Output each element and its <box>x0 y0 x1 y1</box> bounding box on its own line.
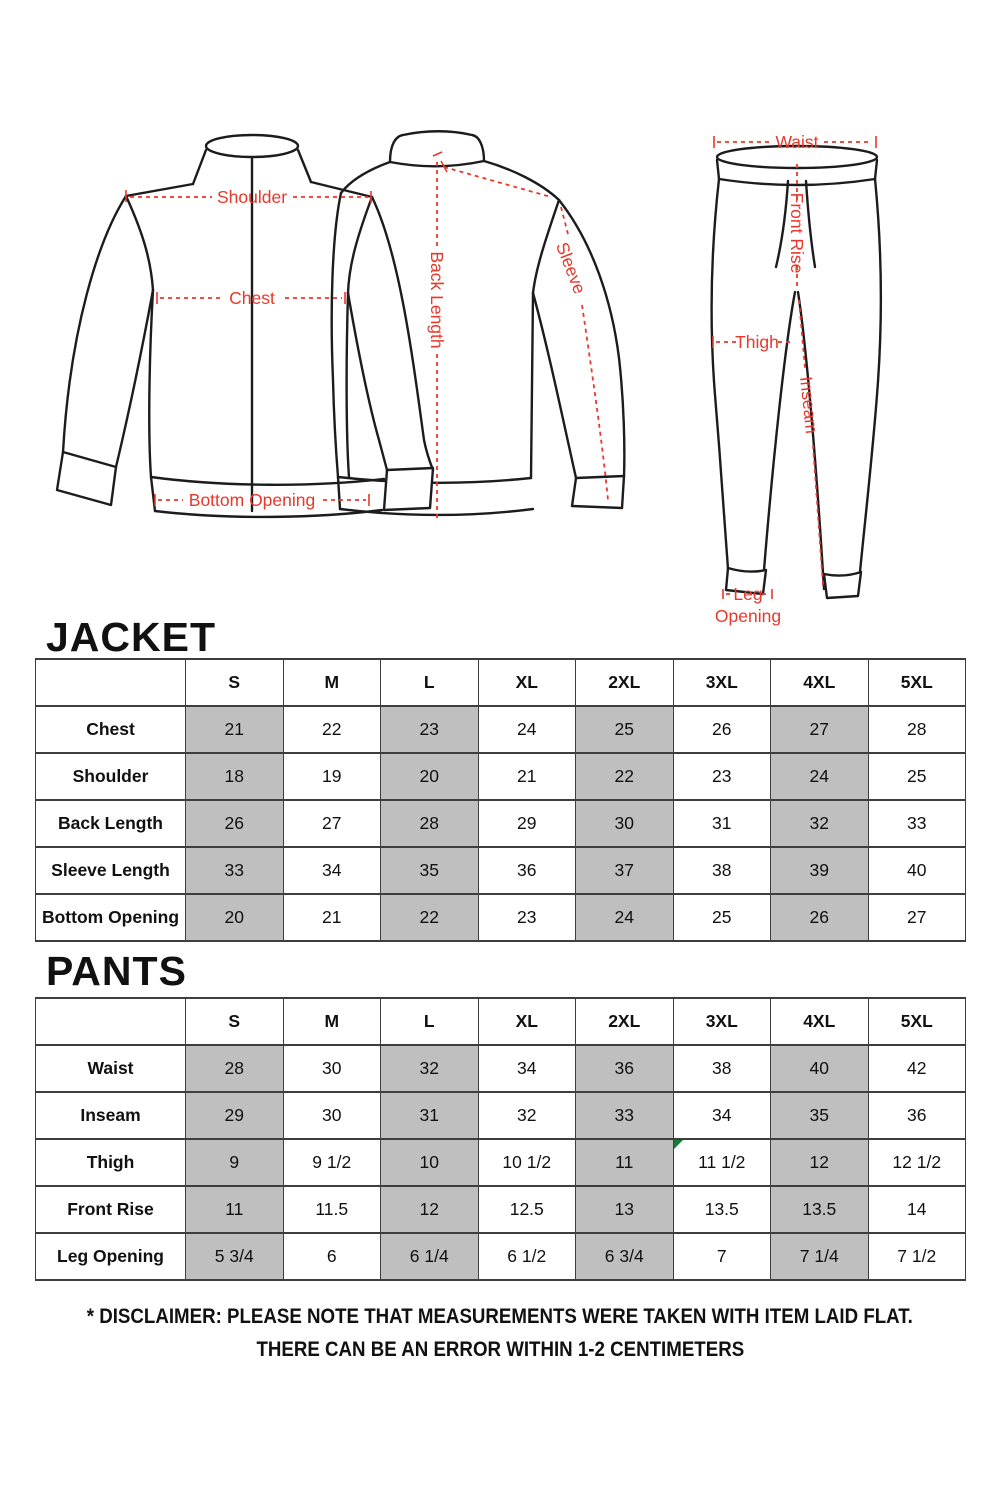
size-cell: 34 <box>283 847 381 894</box>
size-cell: 13.5 <box>673 1186 771 1233</box>
size-cell: 28 <box>868 706 966 753</box>
size-header: 2XL <box>576 998 674 1045</box>
row-label: Bottom Opening <box>36 894 186 941</box>
table-row <box>36 847 966 894</box>
size-cell: 11.5 <box>283 1186 381 1233</box>
size-cell: 27 <box>868 894 966 941</box>
size-cell: 30 <box>576 800 674 847</box>
size-cell: 24 <box>478 706 576 753</box>
size-cell: 40 <box>771 1045 869 1092</box>
size-measurement-diagram <box>0 0 1000 645</box>
size-cell: 23 <box>673 753 771 800</box>
row-label: Sleeve Length <box>36 847 186 894</box>
size-cell: 11 <box>576 1139 674 1186</box>
shoulder-measure-label: Shoulder <box>216 187 288 207</box>
size-cell: 22 <box>576 753 674 800</box>
size-cell: 21 <box>478 753 576 800</box>
size-cell: 24 <box>576 894 674 941</box>
table-row <box>36 894 966 941</box>
size-cell: 30 <box>283 1045 381 1092</box>
size-header: S <box>186 998 284 1045</box>
size-cell: 28 <box>381 800 479 847</box>
size-cell: 26 <box>771 894 869 941</box>
size-cell: 12.5 <box>478 1186 576 1233</box>
size-cell: 5 3/4 <box>186 1233 284 1280</box>
size-cell: 27 <box>283 800 381 847</box>
size-cell: 24 <box>771 753 869 800</box>
size-cell: 31 <box>673 800 771 847</box>
size-cell: 32 <box>771 800 869 847</box>
row-label: Chest <box>36 706 186 753</box>
size-cell: 33 <box>868 800 966 847</box>
front-rise-measure-label: Front Rise <box>787 192 807 274</box>
size-cell: 31 <box>381 1092 479 1139</box>
size-cell: 10 1/2 <box>478 1139 576 1186</box>
size-cell: 29 <box>478 800 576 847</box>
size-cell: 27 <box>771 706 869 753</box>
size-header: XL <box>478 659 576 706</box>
size-cell: 19 <box>283 753 381 800</box>
size-cell: 25 <box>673 894 771 941</box>
table-row <box>36 1139 966 1186</box>
size-header: M <box>283 659 381 706</box>
size-cell: 11 1/2 <box>673 1139 771 1186</box>
inseam-measure-line <box>796 300 823 585</box>
corner-cell <box>36 998 186 1045</box>
row-label: Front Rise <box>36 1186 186 1233</box>
size-cell: 14 <box>868 1186 966 1233</box>
size-cell: 12 1/2 <box>868 1139 966 1186</box>
size-cell: 34 <box>673 1092 771 1139</box>
table-row <box>36 753 966 800</box>
size-cell: 7 1/4 <box>771 1233 869 1280</box>
size-cell: 6 1/4 <box>381 1233 479 1280</box>
size-cell: 9 <box>186 1139 284 1186</box>
front-rise-measure-line <box>787 164 807 290</box>
chest-measure-line <box>157 288 345 308</box>
size-cell: 6 1/2 <box>478 1233 576 1280</box>
size-cell: 39 <box>771 847 869 894</box>
table-row <box>36 1092 966 1139</box>
size-cell: 33 <box>576 1092 674 1139</box>
table-row <box>36 1233 966 1280</box>
size-cell: 32 <box>381 1045 479 1092</box>
size-cell: 12 <box>381 1186 479 1233</box>
size-cell: 12 <box>771 1139 869 1186</box>
size-cell: 6 <box>283 1233 381 1280</box>
size-cell: 33 <box>186 847 284 894</box>
table-row <box>36 706 966 753</box>
size-cell: 20 <box>381 753 479 800</box>
table-row <box>36 1186 966 1233</box>
size-header: 3XL <box>673 998 771 1045</box>
sleeve-measure-label: Sleeve <box>552 239 590 297</box>
size-cell: 42 <box>868 1045 966 1092</box>
size-cell: 34 <box>478 1045 576 1092</box>
row-label: Thigh <box>36 1139 186 1186</box>
size-cell: 13.5 <box>771 1186 869 1233</box>
jacket-back-diagram <box>332 131 625 515</box>
bottom-opening-measure-line <box>155 490 369 510</box>
size-cell: 28 <box>186 1045 284 1092</box>
size-cell: 21 <box>186 706 284 753</box>
size-cell: 26 <box>186 800 284 847</box>
size-cell: 10 <box>381 1139 479 1186</box>
cell-comment-marker <box>674 1140 683 1149</box>
size-cell: 6 3/4 <box>576 1233 674 1280</box>
leg-opening-measure-label-line1: Leg <box>733 584 763 604</box>
size-cell: 7 <box>673 1233 771 1280</box>
disclaimer-note <box>0 1300 1000 1366</box>
back-length-measure-label: Back Length <box>427 251 447 349</box>
jacket-size-table <box>35 658 966 942</box>
table-header-row <box>36 998 966 1045</box>
size-cell: 25 <box>868 753 966 800</box>
disclaimer-line-2: THERE CAN BE AN ERROR WITHIN 1-2 CENTIMETERS <box>256 1337 744 1361</box>
row-label: Shoulder <box>36 753 186 800</box>
chest-measure-label: Chest <box>229 288 275 308</box>
size-cell: 22 <box>283 706 381 753</box>
size-cell: 32 <box>478 1092 576 1139</box>
size-cell: 36 <box>478 847 576 894</box>
size-cell: 18 <box>186 753 284 800</box>
pants-section-title: PANTS <box>46 948 187 994</box>
size-cell: 21 <box>283 894 381 941</box>
row-label: Inseam <box>36 1092 186 1139</box>
table-row <box>36 800 966 847</box>
inseam-measure-label: Inseam <box>796 375 822 435</box>
size-cell: 37 <box>576 847 674 894</box>
size-cell: 29 <box>186 1092 284 1139</box>
thigh-measure-line <box>713 332 790 352</box>
waist-measure-label: Waist <box>775 132 819 152</box>
row-label: Leg Opening <box>36 1233 186 1280</box>
size-header: 4XL <box>771 998 869 1045</box>
size-cell: 38 <box>673 1045 771 1092</box>
size-header: M <box>283 998 381 1045</box>
size-header: XL <box>478 998 576 1045</box>
size-header: 5XL <box>868 659 966 706</box>
pants-size-table <box>35 997 966 1281</box>
size-cell: 35 <box>381 847 479 894</box>
size-cell: 23 <box>381 706 479 753</box>
size-cell: 30 <box>283 1092 381 1139</box>
size-header: 3XL <box>673 659 771 706</box>
size-cell: 38 <box>673 847 771 894</box>
size-cell: 7 1/2 <box>868 1233 966 1280</box>
corner-cell <box>36 659 186 706</box>
size-cell: 20 <box>186 894 284 941</box>
size-cell: 11 <box>186 1186 284 1233</box>
size-cell: 40 <box>868 847 966 894</box>
size-header: L <box>381 998 479 1045</box>
leg-opening-measure-label-line2: Opening <box>714 606 782 626</box>
size-cell: 26 <box>673 706 771 753</box>
jacket-section-title: JACKET <box>46 614 217 660</box>
size-cell: 22 <box>381 894 479 941</box>
size-header: 5XL <box>868 998 966 1045</box>
size-cell: 36 <box>868 1092 966 1139</box>
table-row <box>36 1045 966 1092</box>
size-header: 2XL <box>576 659 674 706</box>
row-label: Back Length <box>36 800 186 847</box>
size-header: S <box>186 659 284 706</box>
sleeve-measure-line <box>441 161 608 500</box>
size-header: L <box>381 659 479 706</box>
row-label: Waist <box>36 1045 186 1092</box>
bottom-opening-measure-label: Bottom Opening <box>188 490 316 510</box>
size-cell: 36 <box>576 1045 674 1092</box>
size-cell: 25 <box>576 706 674 753</box>
size-header: 4XL <box>771 659 869 706</box>
size-cell: 35 <box>771 1092 869 1139</box>
table-header-row <box>36 659 966 706</box>
thigh-measure-label: Thigh <box>735 332 779 352</box>
size-cell: 13 <box>576 1186 674 1233</box>
disclaimer-line-1: * DISCLAIMER: PLEASE NOTE THAT MEASUREMENTS WERE TAKEN WITH ITEM LAID FLAT. <box>86 1304 914 1328</box>
size-cell: 23 <box>478 894 576 941</box>
size-cell: 9 1/2 <box>283 1139 381 1186</box>
